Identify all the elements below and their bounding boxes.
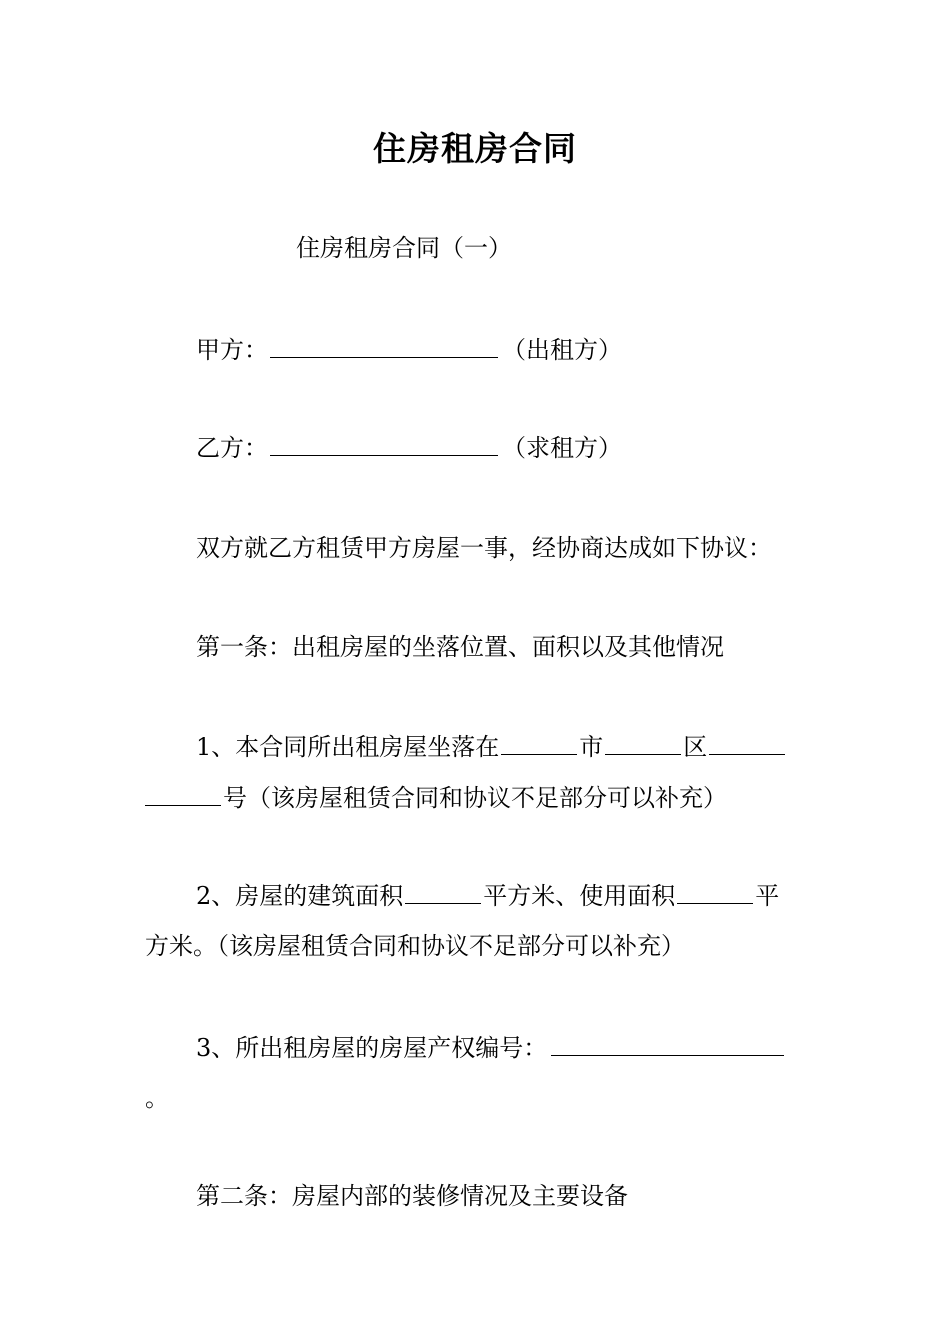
item1-blank-street xyxy=(709,730,785,755)
party-b-line xyxy=(196,430,622,466)
item3-line2: 。 xyxy=(145,1084,169,1112)
item2-text-building-area: 2、房屋的建筑面积 xyxy=(196,882,404,910)
article1-heading: 第一条：出租房屋的坐落位置、面积以及其他情况 xyxy=(196,633,724,661)
article2-heading: 第二条：房屋内部的装修情况及主要设备 xyxy=(196,1182,628,1210)
party-a-blank xyxy=(270,333,498,358)
item2-text-usable-area: 平方米、使用面积 xyxy=(483,882,676,910)
item1-text-number: 号（该房屋租赁合同和协议不足部分可以补充） xyxy=(223,784,727,812)
party-a-line xyxy=(196,332,622,368)
party-b-role: （求租方） xyxy=(502,434,622,462)
item2-blank-usable-area xyxy=(677,879,753,904)
item1-text-city: 市 xyxy=(579,733,604,761)
party-a-role: （出租方） xyxy=(502,336,622,364)
document-title: 住房租房合同 xyxy=(373,129,577,168)
item1-line2 xyxy=(145,780,727,816)
party-b-blank xyxy=(270,431,498,456)
item1-text-location: 1、本合同所出租房屋坐落在 xyxy=(196,733,500,761)
item1-text-district: 区 xyxy=(683,733,708,761)
item3-blank-property-number xyxy=(551,1031,784,1056)
party-a-label: 甲方： xyxy=(196,336,268,364)
item2-text-unit-start: 平 xyxy=(755,882,780,910)
intro-paragraph: 双方就乙方租赁甲方房屋一事，经协商达成如下协议： xyxy=(196,534,772,562)
item1-blank-number xyxy=(145,781,221,806)
item2-line2: 方米。（该房屋租赁合同和协议不足部分可以补充） xyxy=(145,932,685,960)
item2-line1 xyxy=(196,878,779,914)
item3-line1 xyxy=(196,1030,784,1066)
item3-text: 3、所出租房屋的房屋产权编号： xyxy=(196,1034,548,1062)
item1-blank-district xyxy=(605,730,681,755)
item1-line1 xyxy=(196,729,787,765)
item1-blank-city xyxy=(501,730,577,755)
document-subtitle: 住房租房合同（一） xyxy=(296,234,512,262)
party-b-label: 乙方： xyxy=(196,434,268,462)
item2-blank-building-area xyxy=(405,879,481,904)
